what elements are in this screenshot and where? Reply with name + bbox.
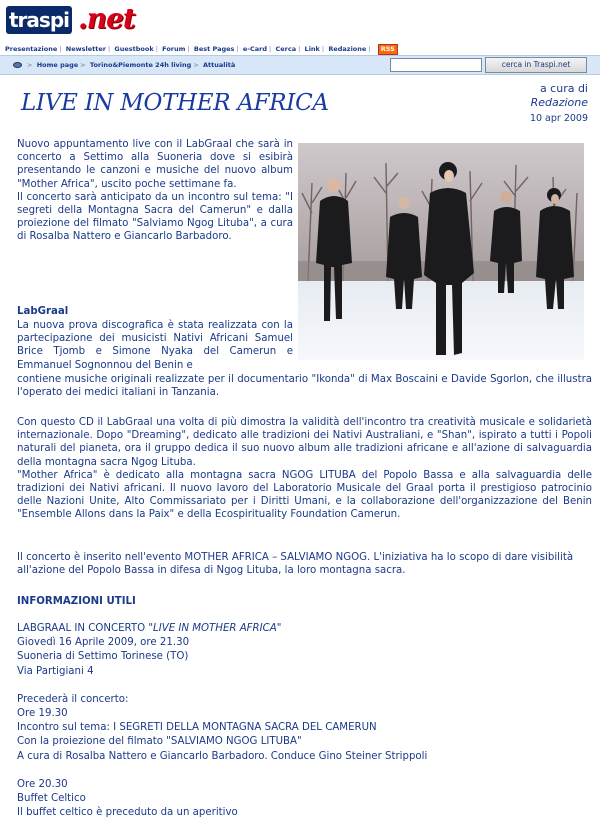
- globe-icon: [13, 62, 22, 68]
- nav-redazione[interactable]: Redazione: [328, 45, 367, 53]
- site-logo[interactable]: [6, 4, 156, 38]
- info-pre-film: Con la proiezione del filmato "SALVIAMO NGOG LITUBA": [17, 736, 302, 748]
- band-photo-illustration: [298, 143, 584, 360]
- info-buffet-note: Il buffet celtico è preceduto da un aperitivo: [17, 807, 238, 819]
- nav-cerca[interactable]: Cerca: [275, 45, 297, 53]
- top-navigation: Presentazione | Newsletter | Guestbook | Forum | Best Pages | e-Card | Cerca | Link | Redazione | RSS: [5, 43, 595, 55]
- info-pre-time: Ore 19.30: [17, 708, 68, 720]
- nav-guestbook[interactable]: Guestbook: [114, 45, 154, 53]
- logo-text-traspi: traspi: [6, 6, 72, 34]
- info-event-prefix: LABGRAAL IN CONCERTO: [17, 623, 149, 634]
- labgraal-paragraph-part1: La nuova prova discografica è stata realizzata con la partecipazione dei musicisti Nativi Africani Samuel Brice Tjomb e Simone Nyaka del Camerun e Emmanuel Sognonnou del Benin e: [17, 320, 293, 371]
- album-paragraph: [17, 416, 592, 522]
- section-heading-labgraal: LabGraal: [17, 306, 69, 317]
- rss-badge[interactable]: RSS: [378, 44, 398, 55]
- nav-ecard[interactable]: e-Card: [242, 45, 267, 53]
- nav-presentazione[interactable]: Presentazione: [5, 45, 58, 53]
- breadcrumb-current[interactable]: Attualità: [203, 61, 236, 69]
- info-address: Via Partigiani 4: [17, 665, 94, 677]
- info-event-title: "LIVE IN MOTHER AFRICA": [148, 623, 282, 634]
- breadcrumb-home[interactable]: Home page: [36, 61, 79, 69]
- search-button[interactable]: cerca in Traspi.net: [485, 57, 587, 73]
- event-paragraph: Il concerto è inserito nell'evento MOTHER AFRICA – SALVIAMO NGOG. L'iniziativa ha lo scopo di dare visibilità all'azione del Popolo Bassa in difesa di Ngog Lituba, la loro montagna sacra.: [17, 552, 574, 577]
- info-pre-topic: Incontro sul tema: I SEGRETI DELLA MONTAGNA SACRA DEL CAMERUN: [17, 722, 377, 734]
- band-photo: [298, 143, 584, 360]
- info-pre-by: A cura di Rosalba Nattero e Giancarlo Barbadoro. Conduce Gino Steiner Strippoli: [17, 750, 428, 762]
- nav-newsletter[interactable]: Newsletter: [65, 45, 106, 53]
- nav-forum[interactable]: Forum: [162, 45, 186, 53]
- info-heading: INFORMAZIONI UTILI: [17, 596, 136, 607]
- nav-best-pages[interactable]: Best Pages: [193, 45, 235, 53]
- logo-text-net: .net: [78, 2, 135, 35]
- info-block: [17, 622, 592, 820]
- album-text-1: Con questo CD il LabGraal una volta di più dimostra la validità dell'incontro tra creatività musicale e solidarietà internazionale. Dopo "Dreaming", dedicato alle tradizioni dei Nativi Australiani, e "Shan", ispirato a tutti i Popoli naturali del pianeta, ora il gruppo dedica il suo nuovo album alle tradizioni africane e all'azione di salvaguardia della montagna sacra Ngog Lituba.: [17, 417, 592, 468]
- breadcrumb-bar: [0, 55, 600, 75]
- info-buffet-time: Ore 20.30: [17, 778, 68, 790]
- intro-text-2: Il concerto sarà anticipato da un incontro sul tema: "I segreti della Montagna Sacra del Camerun" e dalla proiezione del filmato "Salviamo Ngog Lituba", a cura di Rosalba Nattero e Giancarlo Barbadoro.: [17, 191, 293, 243]
- article-title: LIVE IN MOTHER AFRICA: [21, 90, 329, 116]
- byline-label: a cura di: [539, 82, 588, 95]
- labgraal-paragraph-part2: contiene musiche originali realizzate per il documentario "Ikonda" di Max Boscaini e Davide Sgorlon, che illustra l'operato dei medici italiani in Tanzania.: [17, 374, 592, 399]
- info-event: [17, 622, 592, 636]
- nav-link[interactable]: Link: [304, 45, 320, 53]
- breadcrumb-section[interactable]: Torino&Piemonte 24h living: [89, 61, 192, 69]
- album-text-2: "Mother Africa" è dedicato alla montagna sacra NGOG LITUBA del Popolo Bassa e alla salvaguardia delle tradizioni dei Nativi africani. Il nuovo lavoro del Laboratorio Musicale del Graal porta il prestigioso patrocinio delle Nazioni Unite, Alto Commissariato per i Diritti Umani, e la collaborazione dell'organizzazione del Benin "Ensemble Allons dans la Paix" e della Ecospirituality Foundation Camerun.: [17, 469, 592, 521]
- info-venue: Suoneria di Settimo Torinese (TO): [17, 651, 189, 663]
- article-date: 10 apr 2009: [529, 113, 588, 124]
- byline-author: Redazione: [530, 96, 588, 109]
- info-buffet: Buffet Celtico: [17, 793, 86, 805]
- intro-paragraph: [17, 138, 293, 244]
- info-datetime: Giovedì 16 Aprile 2009, ore 21.30: [17, 637, 190, 649]
- search-input[interactable]: [390, 58, 482, 72]
- info-pre-label: Precederà il concerto:: [17, 693, 129, 705]
- article-byline: [530, 82, 588, 126]
- intro-text: Nuovo appuntamento live con il LabGraal che sarà in concerto a Settimo alla Suoneria dove si esibirà presentando le canzoni e musiche del nuovo album "Mother Africa", uscito poche settimane fa.: [17, 139, 293, 190]
- breadcrumb: > Home page > Torino&Piemonte 24h living > Attualità: [13, 59, 235, 71]
